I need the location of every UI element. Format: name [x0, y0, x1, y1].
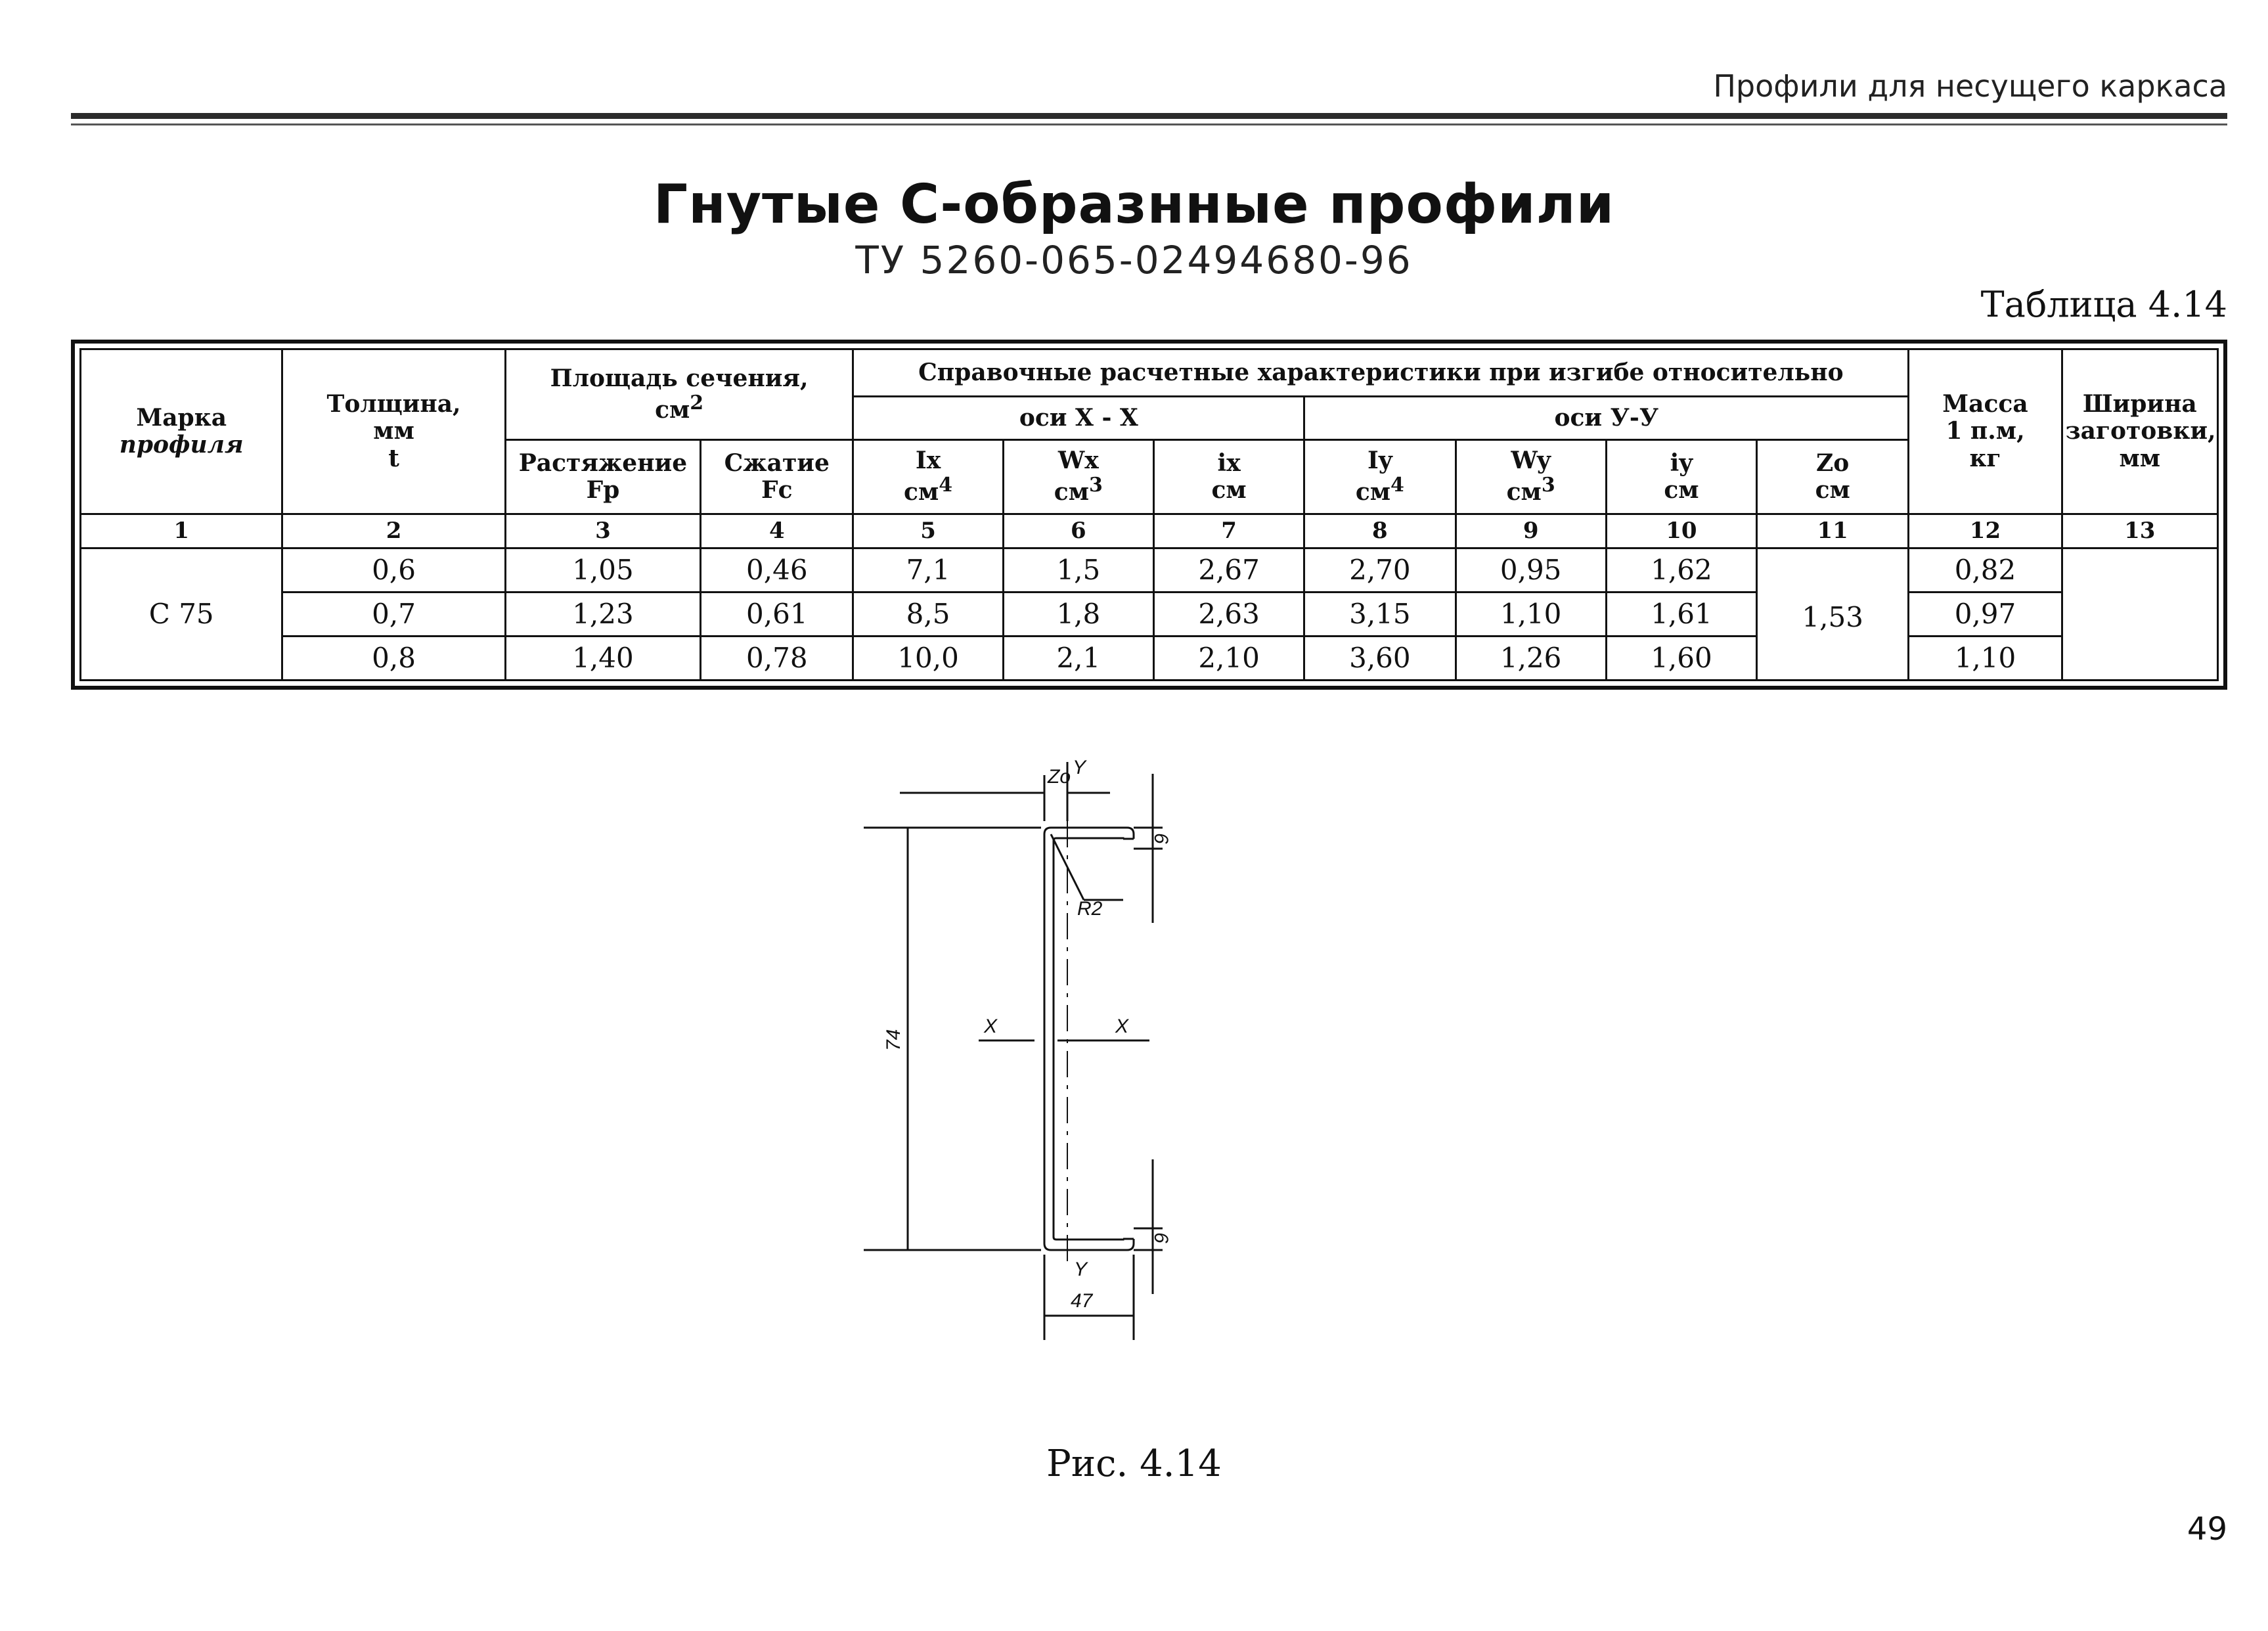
cell-wy: 1,10: [1456, 592, 1606, 637]
cell-mass: 1,10: [1909, 637, 2062, 681]
header-zo: Zo см: [1757, 439, 1909, 514]
header-rule-thin: [71, 123, 2227, 125]
header-tension: Растяжение Fp: [505, 439, 700, 514]
label-height: 74: [883, 1029, 904, 1051]
header-wy: Wy $см^3$: [1456, 439, 1606, 514]
cell-thickness: 0,8: [282, 637, 505, 681]
cell-tension: 1,05: [505, 548, 700, 592]
column-number: 1: [81, 514, 282, 548]
column-number: 8: [1304, 514, 1456, 548]
cell-width-empty: [2062, 548, 2217, 681]
column-number: 5: [853, 514, 1003, 548]
header-wx: Wx $см^3$: [1003, 439, 1153, 514]
header-reference: Справочные расчетные характеристики при изгибе относительно: [853, 349, 1909, 397]
column-number: 11: [1757, 514, 1909, 548]
cell-wx: 1,5: [1003, 548, 1153, 592]
label-lip-bottom: 6: [1150, 1232, 1172, 1243]
cell-ix-radius: 2,67: [1153, 548, 1304, 592]
column-numbers-row: [81, 514, 2218, 548]
cell-wx: 2,1: [1003, 637, 1153, 681]
cell-mass: 0,97: [1909, 592, 2062, 637]
profile-mark-cell: С 75: [81, 548, 282, 681]
cell-thickness: 0,7: [282, 592, 505, 637]
column-number: 13: [2062, 514, 2217, 548]
header-compression: Сжатие Fc: [701, 439, 853, 514]
cell-wy: 1,26: [1456, 637, 1606, 681]
column-number: 9: [1456, 514, 1606, 548]
label-width: 47: [1071, 1290, 1093, 1312]
header-rule-thick: [71, 113, 2227, 119]
label-lip-top: 6: [1150, 833, 1172, 844]
cell-zo: 1,53: [1757, 548, 1909, 681]
spec-table: [79, 348, 2219, 681]
running-head: Профили для несущего каркаса: [1713, 68, 2227, 104]
cell-iy-moment: 2,70: [1304, 548, 1456, 592]
table-label: Таблица 4.14: [1980, 284, 2227, 325]
cell-iy-radius: 1,60: [1606, 637, 1756, 681]
cell-tension: 1,23: [505, 592, 700, 637]
cell-compression: 0,78: [701, 637, 853, 681]
header-axis-x: оси Х - Х: [853, 397, 1304, 440]
cell-iy-radius: 1,61: [1606, 592, 1756, 637]
column-number: 10: [1606, 514, 1756, 548]
header-iy-moment: Iy $см^4$: [1304, 439, 1456, 514]
label-x-left: X: [984, 1016, 998, 1037]
column-number: 2: [282, 514, 505, 548]
cell-iy-radius: 1,62: [1606, 548, 1756, 592]
cell-tension: 1,40: [505, 637, 700, 681]
cell-ix-moment: 8,5: [853, 592, 1003, 637]
cell-thickness: 0,6: [282, 548, 505, 592]
label-y-bottom: Y: [1074, 1259, 1088, 1280]
label-radius: R2: [1077, 898, 1103, 920]
cell-ix-moment: 7,1: [853, 548, 1003, 592]
column-number: 7: [1153, 514, 1304, 548]
column-number: 3: [505, 514, 700, 548]
header-width: Ширина заготовки, мм: [2062, 349, 2217, 514]
header-ix-moment: Ix $см^4$: [853, 439, 1003, 514]
header-area: Площадь сечения, $см^2$: [505, 349, 853, 440]
label-zo: Zo: [1048, 766, 1071, 788]
header-ix-radius: ix см: [1153, 439, 1304, 514]
figure-caption: Рис. 4.14: [1046, 1442, 1222, 1485]
header-iy-radius: iy см: [1606, 439, 1756, 514]
cell-iy-moment: 3,60: [1304, 637, 1456, 681]
header-thickness: Толщина, мм t: [282, 349, 505, 514]
label-y-top: Y: [1073, 757, 1086, 778]
cell-ix-radius: 2,10: [1153, 637, 1304, 681]
page-number: 49: [2187, 1511, 2227, 1548]
cell-ix-moment: 10,0: [853, 637, 1003, 681]
header-mass: Масса 1 п.м, кг: [1909, 349, 2062, 514]
cell-iy-moment: 3,15: [1304, 592, 1456, 637]
table-row: [81, 548, 2218, 592]
column-number: 4: [701, 514, 853, 548]
header-mark: Марка профиля: [81, 349, 282, 514]
c-profile-drawing: [883, 749, 1353, 1360]
page-subtitle: ТУ 5260-065-02494680-96: [855, 238, 1413, 282]
spec-table-frame: [71, 340, 2227, 690]
column-number: 6: [1003, 514, 1153, 548]
cell-compression: 0,61: [701, 592, 853, 637]
cell-compression: 0,46: [701, 548, 853, 592]
profile-outline: [1044, 828, 1134, 1250]
cell-mass: 0,82: [1909, 548, 2062, 592]
column-number: 12: [1909, 514, 2062, 548]
cell-wx: 1,8: [1003, 592, 1153, 637]
header-axis-y: оси У-У: [1304, 397, 1909, 440]
label-x-right: X: [1115, 1016, 1129, 1037]
cell-wy: 0,95: [1456, 548, 1606, 592]
cell-ix-radius: 2,63: [1153, 592, 1304, 637]
page-title: Гнутые С-образнные профили: [653, 173, 1615, 236]
